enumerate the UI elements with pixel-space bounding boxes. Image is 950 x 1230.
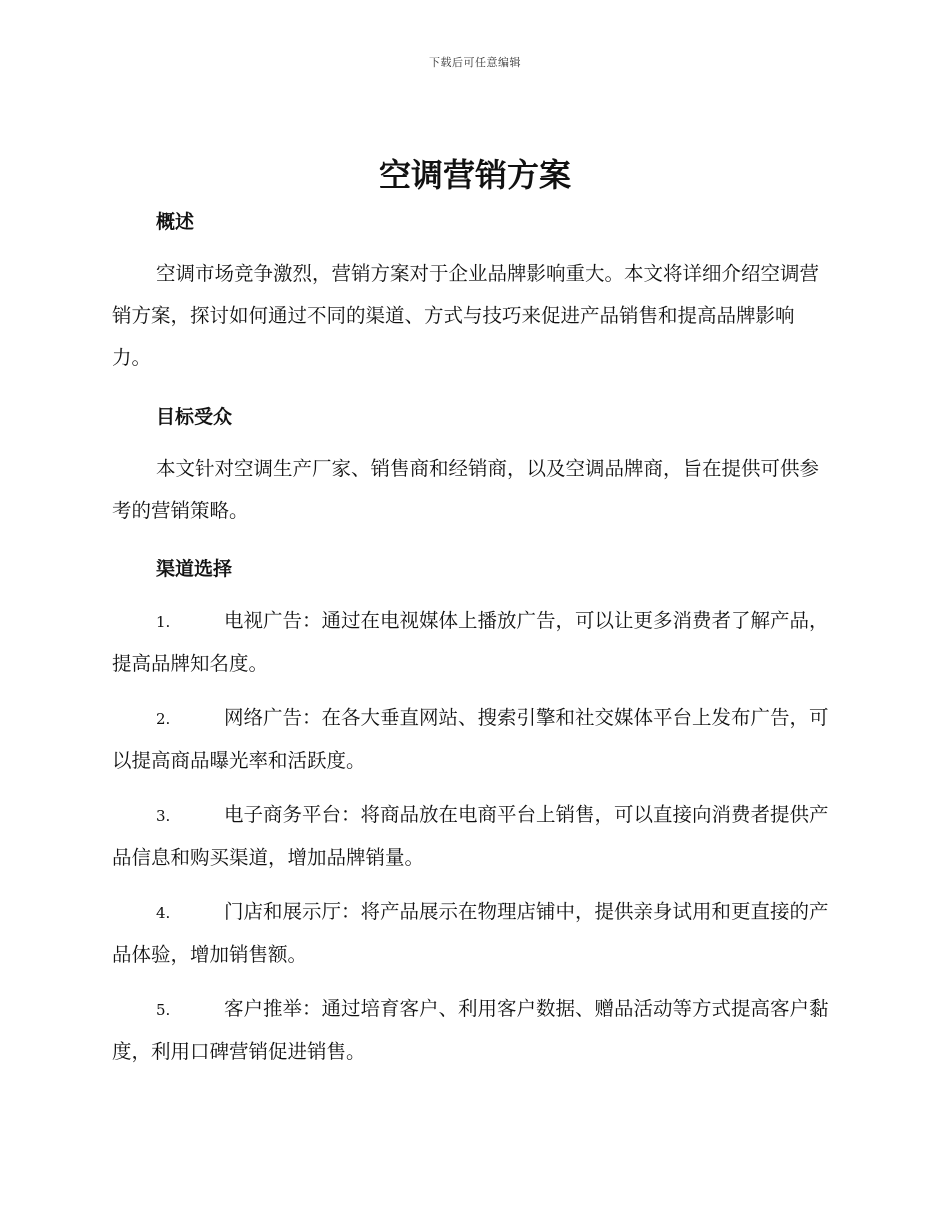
paragraph-audience [112,448,832,532]
list-item-text: 电子商务平台：将商品放在电商平台上销售，可以直接向消费者提供产品信息和购买渠道，增加品牌销量。 [112,803,829,869]
list-item [112,891,832,976]
list-item-number: 1. [156,613,171,631]
section-heading-overview: 概述 [156,211,195,233]
list-item [112,794,832,879]
header-note: 下载后可任意编辑 [429,56,521,69]
list-item-number: 3. [156,807,171,825]
paragraph-audience-text: 本文针对空调生产厂家、销售商和经销商，以及空调品牌商，旨在提供可供参考的营销策略。 [112,457,820,522]
list-item-number: 2. [156,710,171,728]
paragraph-overview [112,253,832,379]
list-item [112,600,832,685]
list-item-text: 电视广告：通过在电视媒体上播放广告，可以让更多消费者了解产品，提高品牌知名度。 [112,609,829,675]
list-item-text: 客户推举：通过培育客户、利用客户数据、赠品活动等方式提高客户黏度，利用口碑营销促进销售。 [112,997,829,1063]
paragraph-overview-text: 空调市场竞争激烈，营销方案对于企业品牌影响重大。本文将详细介绍空调营销方案，探讨如何通过不同的渠道、方式与技巧来促进产品销售和提高品牌影响力。 [112,262,820,369]
list-item [112,697,832,782]
document-title: 空调营销方案 [378,156,571,194]
list-item-number: 4. [156,904,171,922]
list-item [112,988,832,1073]
section-heading-audience: 目标受众 [156,406,233,428]
list-item-text: 门店和展示厅：将产品展示在物理店铺中，提供亲身试用和更直接的产品体验，增加销售额。 [112,900,829,966]
list-item-number: 5. [156,1001,171,1019]
list-item-text: 网络广告：在各大垂直网站、搜索引擎和社交媒体平台上发布广告，可以提高商品曝光率和活跃度。 [112,706,829,772]
section-heading-channels: 渠道选择 [156,558,233,580]
